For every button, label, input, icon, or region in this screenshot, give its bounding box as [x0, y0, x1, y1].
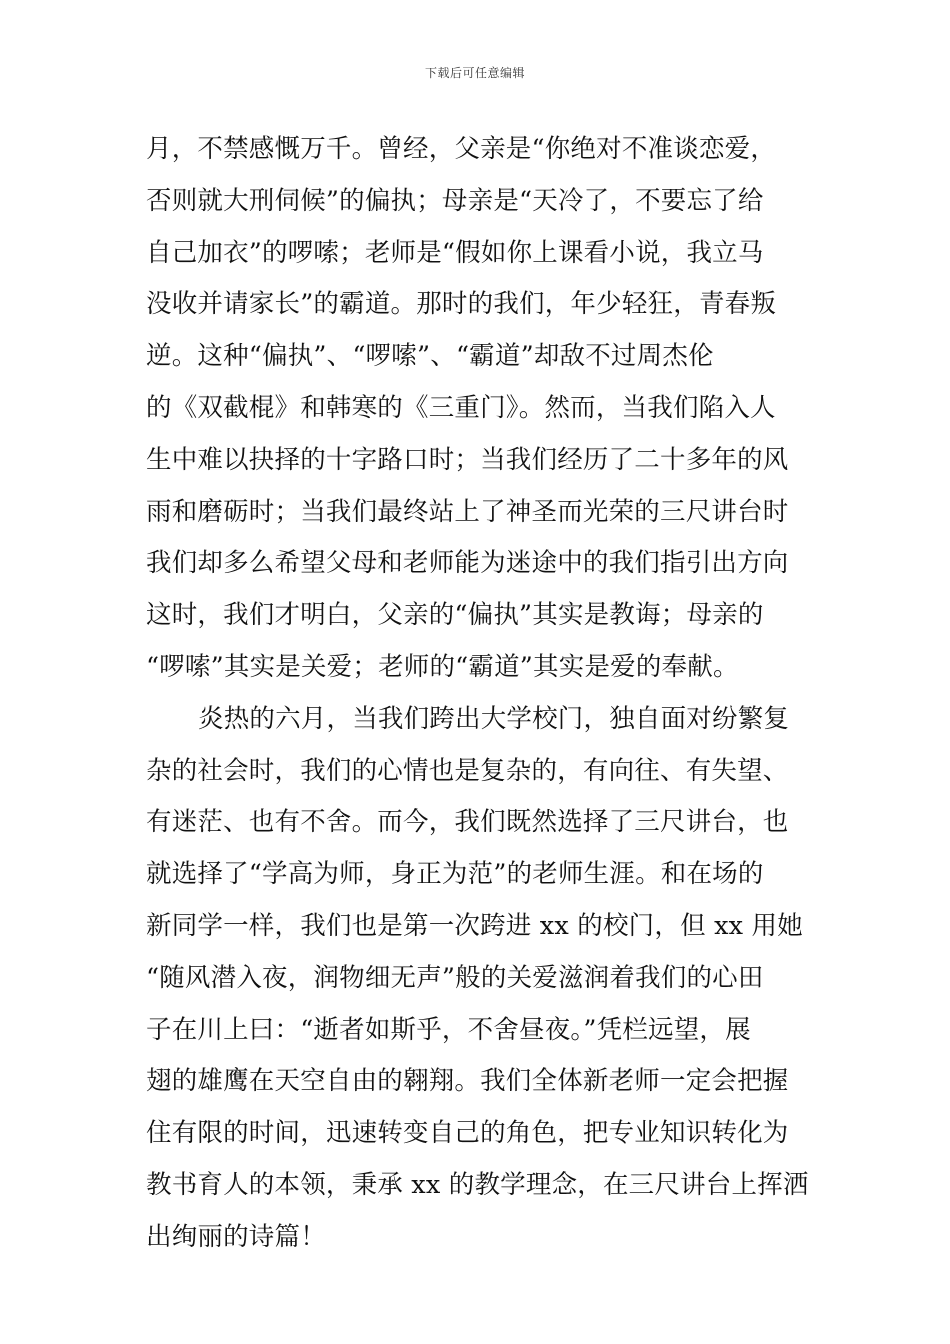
text-line: 这时，我们才明白，父亲的“偏执”其实是教诲；母亲的 — [146, 600, 764, 631]
text-line: 否则就大刑伺候”的偏执；母亲是“天冷了，不要忘了给 — [146, 185, 764, 216]
text-line: 就选择了“学高为师，身正为范”的老师生涯。和在场的 — [146, 859, 764, 890]
text-line: 有迷茫、也有不舍。而今，我们既然选择了三尺讲台，也 — [146, 807, 789, 838]
text-line: “啰嗦”其实是关爱；老师的“霸道”其实是爱的奉献。 — [146, 651, 739, 682]
text-line: 我们却多么希望父母和老师能为迷途中的我们指引出方向 — [146, 548, 789, 579]
text-line: 翅的雄鹰在天空自由的翱翔。我们全体新老师一定会把握 — [146, 1066, 789, 1097]
text-line: “随风潜入夜，润物细无声”般的关爱滋润着我们的心田 — [146, 962, 764, 993]
text-line: 自己加衣”的啰嗦；老师是“假如你上课看小说，我立马 — [146, 237, 764, 268]
text-line: 没收并请家长”的霸道。那时的我们，年少轻狂，青春叛 — [146, 289, 777, 320]
text-line: 的《双截棍》和韩寒的《三重门》。然而，当我们陷入人 — [146, 392, 776, 423]
page-header-note: 下载后可任意编辑 — [424, 66, 525, 80]
text-line: 逆。这种“偏执”、“啰嗦”、“霸道”却敌不过周杰伦 — [146, 341, 714, 372]
text-line: 雨和磨砺时；当我们最终站上了神圣而光荣的三尺讲台时 — [146, 496, 789, 527]
text-line: 生中难以抉择的十字路口时；当我们经历了二十多年的风 — [146, 444, 789, 475]
text-line: 住有限的时间，迅速转变自己的角色，把专业知识转化为 — [146, 1118, 789, 1149]
text-line: 杂的社会时，我们的心情也是复杂的，有向往、有失望、 — [146, 755, 789, 786]
text-line: 出绚丽的诗篇！ — [146, 1221, 326, 1252]
text-line: 教书育人的本领，秉承 xx 的教学理念，在三尺讲台上挥洒 — [146, 1169, 809, 1200]
document-body — [146, 124, 810, 1264]
text-line: 子在川上曰：“逝者如斯乎，不舍昼夜。”凭栏远望，展 — [146, 1014, 751, 1045]
text-line: 月，不禁感慨万千。曾经，父亲是“你绝对不准谈恋爱， — [146, 134, 777, 164]
paragraph-first-line: 炎热的六月，当我们跨出大学校门，独自面对纷繁复 — [198, 703, 790, 734]
text-line: 新同学一样，我们也是第一次跨进 xx 的校门，但 xx 用她 — [146, 910, 803, 941]
